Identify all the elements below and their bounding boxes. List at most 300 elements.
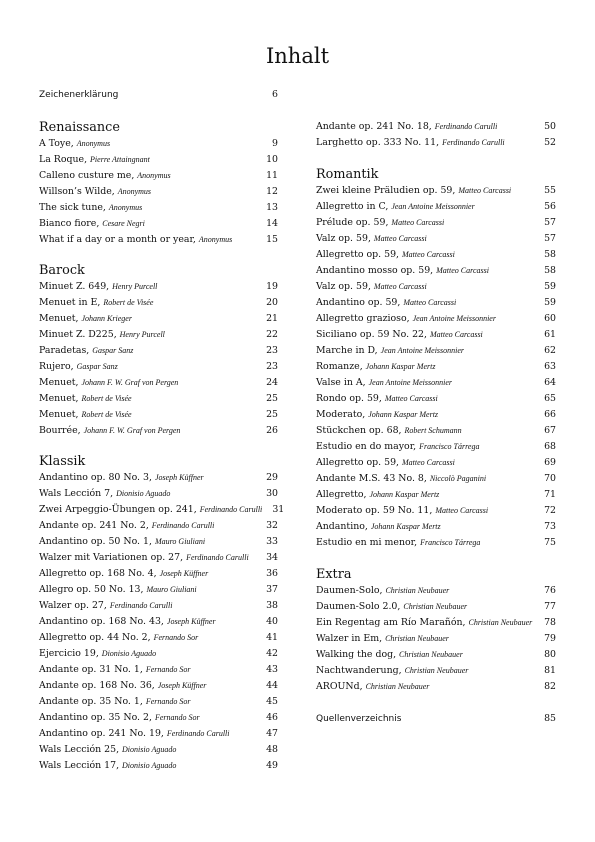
toc-page-number: 40 [266, 616, 278, 627]
toc-entry[interactable] [316, 247, 556, 263]
toc-entry[interactable] [316, 311, 556, 327]
toc-entry-title [316, 247, 534, 263]
toc-entry[interactable] [39, 423, 278, 439]
toc-entry-title [39, 678, 256, 694]
toc-entry-title [39, 694, 256, 710]
toc-entry[interactable] [316, 535, 556, 551]
toc-entry-title [316, 599, 534, 615]
piece-title: Andantino op. 80 No. 3, [39, 472, 155, 483]
piece-title: Bianco fiore, [39, 218, 103, 229]
composer-name: Dionisio Aguado [122, 745, 177, 754]
toc-page-number: 48 [266, 744, 278, 755]
toc-entry[interactable] [39, 518, 278, 534]
toc-entry[interactable] [316, 631, 556, 647]
toc-entry[interactable] [39, 550, 278, 566]
composer-name: Ferdinando Carulli [151, 521, 215, 530]
composer-name: Joseph Küffner [157, 681, 207, 690]
toc-entry-title [316, 407, 534, 423]
piece-title: Menuet, [39, 409, 82, 420]
piece-title: Estudio en mi menor, [316, 537, 421, 548]
toc-page-number: 23 [266, 345, 278, 356]
toc-page-number: 43 [266, 664, 278, 675]
piece-title: Andantino op. 50 No. 1, [39, 536, 155, 547]
toc-entry[interactable] [316, 583, 556, 599]
piece-title: Andantino mosso op. 59, [316, 265, 437, 276]
composer-name: Christian Neubauer [385, 586, 450, 595]
piece-title: Allegretto grazioso, [316, 313, 413, 324]
composer-name: Christian Neubauer [385, 634, 449, 643]
toc-entry[interactable] [39, 279, 278, 295]
composer-name: Francisco Tárrega [419, 442, 480, 451]
toc-entry-title [39, 423, 256, 439]
toc-entry[interactable] [39, 662, 278, 678]
page-title: Inhalt [265, 44, 330, 68]
toc-entry[interactable] [39, 136, 278, 152]
toc-entry[interactable] [39, 710, 278, 726]
toc-entry-title: Quellenverzeichnis [316, 714, 402, 724]
toc-page-number: 41 [266, 632, 278, 643]
piece-title: Allegretto op. 44 No. 2, [39, 632, 154, 643]
toc-entry-title [316, 503, 534, 519]
toc-page-number: 60 [544, 313, 556, 324]
toc-page-number: 49 [266, 760, 278, 771]
piece-title: Andantino, [316, 521, 371, 532]
piece-title: Paradetas, [39, 345, 93, 356]
toc-page-number: 23 [266, 361, 278, 372]
toc-entry-title [316, 391, 534, 407]
toc-entry[interactable] [39, 470, 278, 486]
toc-entry[interactable] [316, 231, 556, 247]
toc-entry[interactable] [39, 758, 278, 774]
toc-entry-title [316, 343, 534, 359]
piece-title: Zwei kleine Präludien op. 59, [316, 185, 459, 196]
toc-entry[interactable] [39, 327, 278, 343]
toc-entry-title [39, 758, 256, 774]
toc-entry[interactable] [39, 566, 278, 582]
toc-entry-title [39, 327, 256, 343]
composer-name: Johann Kaspar Mertz [368, 410, 439, 419]
piece-title: Daumen-Solo 2.0, [316, 601, 404, 612]
toc-entry[interactable] [39, 168, 278, 184]
toc-entry-title [39, 742, 256, 758]
toc-entry[interactable] [316, 135, 556, 151]
toc-entry-title [316, 439, 534, 455]
toc-entry[interactable] [39, 742, 278, 758]
piece-title: Andante op. 35 No. 1, [39, 696, 146, 707]
composer-name: Anonymus [137, 171, 171, 180]
piece-title: Allegretto in C, [316, 201, 392, 212]
toc-page-number: 73 [544, 521, 556, 532]
section-heading: Renaissance [39, 120, 120, 135]
toc-entry-title [316, 455, 534, 471]
toc-page-number: 29 [266, 472, 278, 483]
composer-name: Matteo Carcassi [458, 186, 512, 195]
toc-entry-title [316, 311, 534, 327]
toc-entry-title [39, 710, 256, 726]
composer-name: Mauro Giuliani [146, 585, 197, 594]
toc-entry[interactable] [39, 582, 278, 598]
composer-name: Dionisio Aguado [122, 761, 177, 770]
piece-title: Allegretto op. 168 No. 4, [39, 568, 160, 579]
piece-title: Menuet, [39, 377, 82, 388]
composer-name: Johann Kaspar Mertz [370, 522, 441, 531]
piece-title: Romanze, [316, 361, 366, 372]
toc-page-number: 81 [544, 665, 556, 676]
toc-page-number: 36 [266, 568, 278, 579]
toc-entry[interactable] [39, 646, 278, 662]
composer-name: Fernando Sor [153, 633, 199, 642]
composer-name: Mauro Giuliani [154, 537, 206, 546]
toc-entry[interactable] [39, 295, 278, 311]
piece-title: Estudio en do mayor, [316, 441, 420, 452]
toc-page-number: 9 [272, 138, 278, 149]
toc-entry-title [39, 279, 256, 295]
toc-entry-title [39, 502, 262, 518]
piece-title: Zwei Arpeggio-Übungen op. 241, [39, 504, 200, 515]
toc-entry-title [39, 184, 256, 200]
toc-entry-title [316, 647, 534, 663]
toc-entry[interactable] [39, 152, 278, 168]
toc-entry-title [316, 583, 534, 599]
toc-page-number: 77 [544, 601, 556, 612]
toc-entry[interactable] [316, 503, 556, 519]
toc-page-number: 24 [266, 377, 278, 388]
toc-section [316, 166, 556, 551]
composer-name: Christian Neubauer [403, 602, 468, 611]
toc-entry-title [39, 407, 256, 423]
toc-entry[interactable] [39, 486, 278, 502]
toc-page-number: 19 [266, 281, 278, 292]
toc-entry[interactable] [316, 679, 556, 695]
toc-entry-title [316, 487, 534, 503]
toc-entry-zeichenerklaerung[interactable] [39, 87, 278, 103]
toc-entry[interactable] [316, 263, 556, 279]
composer-name: Matteo Carcassi [373, 282, 427, 291]
toc-entry-title [39, 518, 256, 534]
composer-name: Fernando Sor [154, 713, 200, 722]
composer-name: Anonymus [198, 235, 233, 244]
piece-title: Andantino op. 59, [316, 297, 404, 308]
toc-entry-title [39, 375, 256, 391]
composer-name: Robert Schumann [404, 426, 462, 435]
piece-title: Walzer mit Variationen op. 27, [39, 552, 187, 563]
toc-entry-title [316, 375, 534, 391]
toc-page-number: 70 [544, 473, 556, 484]
toc-page-number: 78 [544, 617, 556, 628]
toc-section [316, 566, 556, 695]
piece-title: Rondo op. 59, [316, 393, 385, 404]
composer-name: Fernando Sor [145, 697, 191, 706]
toc-entry[interactable] [39, 534, 278, 550]
toc-page-number: 44 [266, 680, 278, 691]
composer-name: Francisco Tárrega [420, 538, 481, 547]
toc-entry-title [39, 200, 256, 216]
composer-name: Anonymus [108, 203, 143, 212]
composer-name: Matteo Carcassi [429, 330, 483, 339]
piece-title: Daumen-Solo, [316, 585, 386, 596]
piece-title: Menuet, [39, 313, 82, 324]
toc-entry[interactable] [316, 423, 556, 439]
toc-entry-title [316, 423, 534, 439]
toc-entry-title [316, 215, 534, 231]
toc-page-number: 34 [266, 552, 278, 563]
toc-entry[interactable] [316, 647, 556, 663]
composer-name: Matteo Carcassi [373, 234, 427, 243]
toc-entry-title [316, 615, 534, 631]
composer-name: Robert de Visée [81, 394, 132, 403]
toc-entry-title [39, 343, 256, 359]
toc-entry[interactable] [316, 519, 556, 535]
piece-title: Wals Lección 7, [39, 488, 117, 499]
toc-entry[interactable] [316, 599, 556, 615]
composer-name: Joseph Küffner [166, 617, 216, 626]
toc-entry-title [316, 327, 534, 343]
toc-entry-title [39, 630, 256, 646]
toc-page-number: 57 [544, 233, 556, 244]
toc-page-number: 12 [266, 186, 278, 197]
piece-title: Minuet Z. D225, [39, 329, 120, 340]
composer-name: Johann Kaspar Mertz [365, 362, 436, 371]
toc-entry[interactable] [39, 232, 278, 248]
piece-title: Rujero, [39, 361, 77, 372]
toc-page-number: 56 [544, 201, 556, 212]
toc-entry-title [316, 663, 534, 679]
composer-name: Matteo Carcassi [436, 266, 489, 275]
composer-name: Ferdinando Carulli [199, 505, 263, 514]
toc-entry[interactable] [39, 216, 278, 232]
toc-entry[interactable] [316, 471, 556, 487]
toc-page-number: 13 [266, 202, 278, 213]
piece-title: A Toye, [39, 138, 77, 149]
toc-entry[interactable] [316, 183, 556, 199]
toc-entry[interactable] [39, 359, 278, 375]
toc-entry-quellenverzeichnis[interactable] [316, 711, 556, 727]
piece-title: Ejercicio 19, [39, 648, 102, 659]
toc-entry-title [39, 152, 256, 168]
toc-entry-title [316, 231, 534, 247]
composer-name: Christian Neubauer [399, 650, 463, 659]
toc-page-number: 32 [266, 520, 278, 531]
toc-entry-title [39, 534, 256, 550]
composer-name: Robert de Visée [103, 298, 154, 307]
toc-page-number: 64 [544, 377, 556, 388]
toc-page-number: 71 [544, 489, 556, 500]
toc-page-number: 67 [544, 425, 556, 436]
toc-entry-title: Zeichenerklärung [39, 90, 119, 100]
composer-name: Pierre Attaingnant [90, 155, 150, 164]
toc-page-number: 25 [266, 409, 278, 420]
toc-entry[interactable] [316, 455, 556, 471]
toc-entry[interactable] [39, 311, 278, 327]
toc-page-number: 52 [544, 137, 556, 148]
toc-entry[interactable] [39, 407, 278, 423]
toc-page-number: 62 [544, 345, 556, 356]
section-heading: Extra [316, 567, 352, 582]
composer-name: Fernando Sor [145, 665, 191, 674]
toc-entry[interactable] [39, 375, 278, 391]
toc-entry-title [316, 135, 534, 151]
composer-name: Matteo Carcassi [402, 250, 455, 259]
toc-entry[interactable] [316, 439, 556, 455]
toc-entry[interactable] [39, 630, 278, 646]
composer-name: Anonymus [117, 187, 152, 196]
toc-entry[interactable] [39, 502, 285, 518]
toc-entry[interactable] [39, 200, 278, 216]
toc-entry[interactable] [316, 279, 556, 295]
toc-entry[interactable] [316, 119, 556, 135]
toc-entry[interactable] [316, 407, 556, 423]
toc-page-number: 69 [544, 457, 556, 468]
toc-entry[interactable] [316, 359, 556, 375]
piece-title: Allegro op. 50 No. 13, [39, 584, 147, 595]
toc-page-number: 42 [266, 648, 278, 659]
toc-entry-title [316, 279, 534, 295]
toc-page-number: 59 [544, 297, 556, 308]
piece-title: Valz op. 59, [316, 233, 374, 244]
toc-entry[interactable] [316, 663, 556, 679]
toc-entry-title [39, 168, 256, 184]
piece-title: Menuet in E, [39, 297, 104, 308]
toc-entry-title [316, 295, 534, 311]
toc-page-number: 50 [544, 121, 556, 132]
piece-title: Walking the dog, [316, 649, 400, 660]
toc-page-number: 46 [266, 712, 278, 723]
piece-title: Andante op. 31 No. 1, [39, 664, 146, 675]
composer-name: Matteo Carcassi [384, 394, 438, 403]
toc-right-sections [316, 166, 556, 695]
toc-entry[interactable] [39, 343, 278, 359]
composer-name: Christian Neubauer [468, 618, 533, 627]
toc-entry-title [316, 535, 534, 551]
composer-name: Ferdinando Carulli [166, 729, 230, 738]
composer-name: Johann Kaspar Mertz [369, 490, 440, 499]
toc-entry[interactable] [316, 615, 556, 631]
toc-entry[interactable] [316, 215, 556, 231]
toc-entry[interactable] [316, 343, 556, 359]
toc-left-column [39, 87, 278, 103]
toc-entry[interactable] [316, 391, 556, 407]
piece-title: The sick tune, [39, 202, 109, 213]
piece-title: Minuet Z. 649, [39, 281, 113, 292]
composer-name: Cesare Negri [102, 219, 145, 228]
composer-name: Dionisio Aguado [116, 489, 171, 498]
toc-page-number: 55 [544, 185, 556, 196]
piece-title: Andantino op. 241 No. 19, [39, 728, 167, 739]
toc-page-number: 20 [266, 297, 278, 308]
toc-entry[interactable] [316, 327, 556, 343]
toc-entry-title [39, 582, 256, 598]
toc-entry-title [39, 566, 256, 582]
composer-name: Ferdinando Carulli [186, 553, 249, 562]
toc-page-number: 33 [266, 536, 278, 547]
toc-entry[interactable] [316, 295, 556, 311]
piece-title: Andante op. 241 No. 18, [316, 121, 435, 132]
composer-name: Dionisio Aguado [101, 649, 157, 658]
section-heading: Barock [39, 263, 85, 278]
composer-name: Ferdinando Carulli [434, 122, 498, 131]
toc-page-number: 14 [266, 218, 278, 229]
toc-entry-title [316, 359, 534, 375]
toc-page-number: 85 [544, 713, 556, 724]
section-heading: Klassik [39, 454, 86, 469]
piece-title: Andante op. 241 No. 2, [39, 520, 152, 531]
toc-section [39, 119, 278, 248]
toc-page-number: 76 [544, 585, 556, 596]
piece-title: Siciliano op. 59 No. 22, [316, 329, 430, 340]
piece-title: Bourrée, [39, 425, 84, 436]
toc-page-number: 57 [544, 217, 556, 228]
toc-page-number: 68 [544, 441, 556, 452]
toc-page-number: 6 [272, 89, 278, 100]
composer-name: Joseph Küffner [154, 473, 204, 482]
toc-page-number: 58 [544, 265, 556, 276]
toc-entry[interactable] [39, 391, 278, 407]
toc-entry-title [39, 295, 256, 311]
toc-entry[interactable] [316, 199, 556, 215]
toc-entry[interactable] [39, 598, 278, 614]
toc-entry[interactable] [39, 614, 278, 630]
composer-name: Gaspar Sanz [92, 346, 134, 355]
toc-entry[interactable] [39, 184, 278, 200]
toc-entry[interactable] [39, 678, 278, 694]
composer-name: Joseph Küffner [159, 569, 209, 578]
toc-entry[interactable] [316, 487, 556, 503]
piece-title: Andante op. 168 No. 36, [39, 680, 158, 691]
piece-title: Andante M.S. 43 No. 8, [316, 473, 430, 484]
composer-name: Niccolò Paganini [429, 474, 487, 483]
piece-title: Allegretto, [316, 489, 370, 500]
composer-name: Anonymus [76, 139, 111, 148]
piece-title: Walzer in Em, [316, 633, 386, 644]
toc-entry-title [39, 550, 256, 566]
piece-title: Valz op. 59, [316, 281, 374, 292]
toc-entry-title [39, 136, 256, 152]
toc-entry-title [316, 183, 534, 199]
composer-name: Jean Antoine Meissonnier [412, 314, 496, 323]
piece-title: Nachtwanderung, [316, 665, 405, 676]
toc-page-number: 75 [544, 537, 556, 548]
toc-right-continued [316, 119, 556, 151]
toc-entry-title [316, 519, 534, 535]
toc-page-number: 63 [544, 361, 556, 372]
composer-name: Ferdinando Carulli [109, 601, 173, 610]
toc-page-number: 47 [266, 728, 278, 739]
composer-name: Matteo Carcassi [402, 458, 455, 467]
composer-name: Robert de Visée [81, 410, 132, 419]
piece-title: Wals Lección 25, [39, 744, 123, 755]
toc-page-number: 66 [544, 409, 556, 420]
toc-entry-title [39, 311, 256, 327]
toc-page-number: 65 [544, 393, 556, 404]
toc-page-number: 21 [266, 313, 278, 324]
toc-entry-title [316, 199, 534, 215]
piece-title: AROUNd, [316, 681, 366, 692]
toc-entry[interactable] [39, 726, 278, 742]
toc-entry-title [39, 486, 256, 502]
toc-page-number: 26 [266, 425, 278, 436]
toc-entry[interactable] [39, 694, 278, 710]
toc-page-number: 10 [266, 154, 278, 165]
piece-title: Allegretto op. 59, [316, 457, 403, 468]
piece-title: Stückchen op. 68, [316, 425, 405, 436]
composer-name: Matteo Carcassi [435, 506, 489, 515]
toc-section [39, 262, 278, 439]
toc-page-number: 25 [266, 393, 278, 404]
toc-entry-title [316, 471, 534, 487]
toc-entry-title [39, 359, 256, 375]
toc-entry[interactable] [316, 375, 556, 391]
piece-title: What if a day or a month or year, [39, 234, 199, 245]
